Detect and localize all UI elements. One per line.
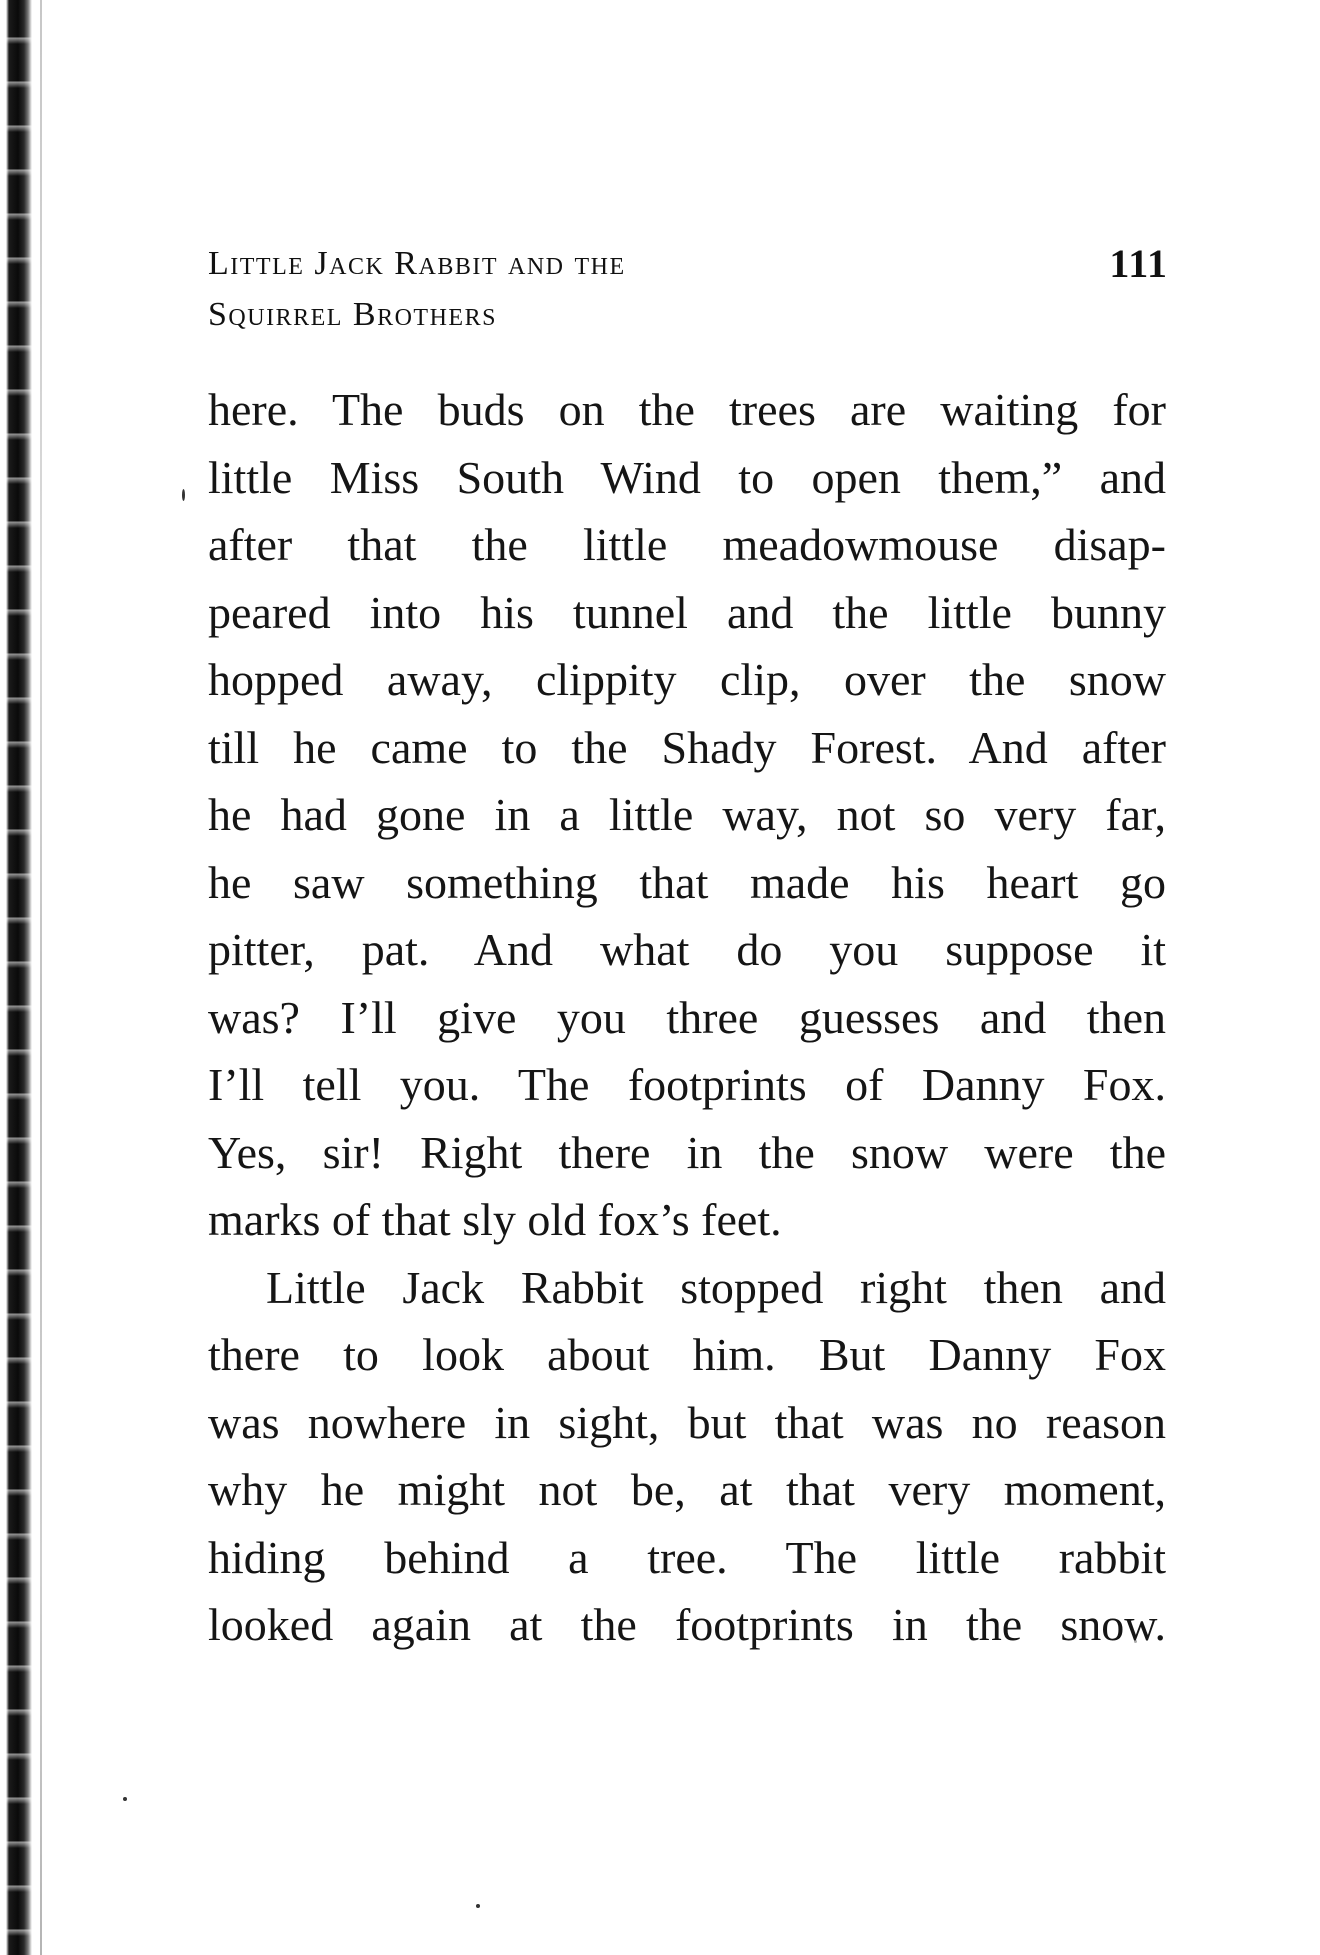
binding-edge <box>6 0 32 1955</box>
scan-speck <box>476 1904 480 1908</box>
text-line: after that the little meadowmouse disap- <box>208 519 1166 570</box>
text-line: he saw something that made his heart go <box>208 856 1166 908</box>
text-line: here. The buds on the trees are waiting for <box>208 384 1166 435</box>
scan-speck <box>182 489 185 501</box>
scan-speck <box>123 1797 127 1801</box>
body-text <box>208 376 1166 1659</box>
text-line: marks of that sly old fox’s feet. <box>208 1194 782 1245</box>
text-line: looked again at the footprints in the snow. <box>208 1599 1166 1650</box>
running-head-title-line-2: Squirrel Brothers <box>208 296 497 333</box>
text-line: hopped away, clippity clip, over the snow <box>208 654 1166 705</box>
text-line: there to look about him. But Danny Fox <box>208 1329 1166 1380</box>
page-number: 111 <box>1109 241 1168 286</box>
scan-speck <box>1134 1640 1137 1643</box>
running-head <box>208 238 1168 348</box>
paragraph-1 <box>208 376 1166 1254</box>
text-line: little Miss South Wind to open them,” and <box>208 451 1166 503</box>
running-head-title-line-1: Little Jack Rabbit and the <box>208 245 626 282</box>
text-line: he had gone in a little way, not so very far, <box>208 789 1166 840</box>
paragraph-2 <box>208 1254 1166 1659</box>
text-line: peared into his tunnel and the little bunny <box>208 586 1166 638</box>
text-line: was? I’ll give you three guesses and then <box>208 991 1166 1043</box>
text-line: till he came to the Shady Forest. And after <box>208 721 1166 773</box>
text-line: was nowhere in sight, but that was no reason <box>208 1396 1166 1448</box>
text-line: pitter, pat. And what do you suppose it <box>208 924 1166 975</box>
text-line: why he might not be, at that very moment, <box>208 1464 1166 1515</box>
text-line: hiding behind a tree. The little rabbit <box>208 1531 1166 1583</box>
text-line: Little Jack Rabbit stopped right then and <box>266 1261 1166 1313</box>
text-line: I’ll tell you. The footprints of Danny Fox. <box>208 1059 1166 1110</box>
running-head-title <box>208 238 968 340</box>
binding-shadow-line <box>40 0 42 1955</box>
text-line: Yes, sir! Right there in the snow were the <box>208 1126 1166 1178</box>
